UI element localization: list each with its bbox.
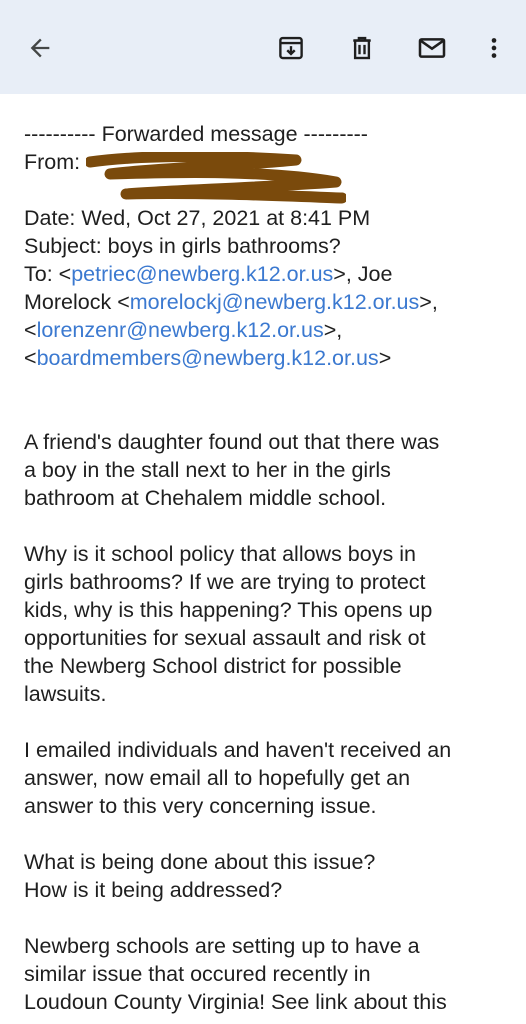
body-line: bathroom at Chehalem middle school. [24,486,387,510]
body-line: the Newberg School district for possible [24,654,402,678]
message-paragraph [24,428,504,512]
to-line-2 [24,288,504,316]
mark-unread-button[interactable] [410,26,454,70]
top-toolbar [0,0,526,94]
to-line-3 [24,316,504,344]
date-line: Date: Wed, Oct 27, 2021 at 8:41 PM [24,206,371,230]
body-line: opportunities for sexual assault and risk ot [24,626,426,650]
bracket: < [58,262,72,286]
body-line: What is being done about this issue? [24,850,376,874]
mark-unread-icon [416,32,448,64]
recipient-sep: >, Joe [333,262,393,286]
subject-line: Subject: boys in girls bathrooms? [24,234,341,258]
to-line-4 [24,344,504,372]
body-line: I emailed individuals and haven't received an [24,738,452,762]
archive-icon [276,33,306,63]
body-line: answer, now email all to hopefully get an [24,766,411,790]
message-paragraph [24,932,504,1016]
to-line [24,260,504,288]
recipient-sep: >, [419,290,438,314]
to-label: To: [24,262,59,286]
more-vert-icon [480,34,508,62]
body-line: Loudoun County Virginia! See link about this [24,990,447,1014]
recipient-link-morelockj[interactable]: morelockj@newberg.k12.or.us [129,290,420,314]
archive-button[interactable] [269,26,313,70]
recipient-link-boardmembers[interactable]: boardmembers@newberg.k12.or.us [36,346,379,370]
email-body [24,120,504,1016]
recipient-sep: >, [323,318,343,342]
message-paragraph [24,540,504,708]
forward-header: ---------- Forwarded message --------- [24,122,368,146]
recipient-link-lorenzenr[interactable]: lorenzenr@newberg.k12.or.us [36,318,324,342]
message-paragraph [24,736,504,820]
body-line: a boy in the stall next to her in the girls [24,458,391,482]
body-line: A friend's daughter found out that there was [24,430,440,454]
body-line: lawsuits. [24,682,107,706]
body-line: Newberg schools are setting up to have a [24,934,420,958]
redaction-scribble [86,152,346,204]
body-line: How is it being addressed? [24,878,283,902]
recipient-sep: > [378,346,392,370]
back-arrow-icon [26,34,54,62]
message-paragraph [24,848,504,904]
bracket: < [24,318,37,342]
body-line: girls bathrooms? If we are trying to protect [24,570,426,594]
body-line: Why is it school policy that allows boys in [24,542,416,566]
more-options-button[interactable] [472,26,516,70]
delete-icon [347,33,377,63]
back-button[interactable] [18,26,62,70]
bracket: < [24,346,37,370]
delete-button[interactable] [340,26,384,70]
body-line: similar issue that occured recently in [24,962,371,986]
from-label: From: [24,150,81,174]
body-line: answer to this very concerning issue. [24,794,377,818]
recipient-link-petriec[interactable]: petriec@newberg.k12.or.us [71,262,334,286]
recipient-name: Morelock < [24,290,130,314]
body-line: kids, why is this happening? This opens up [24,598,433,622]
